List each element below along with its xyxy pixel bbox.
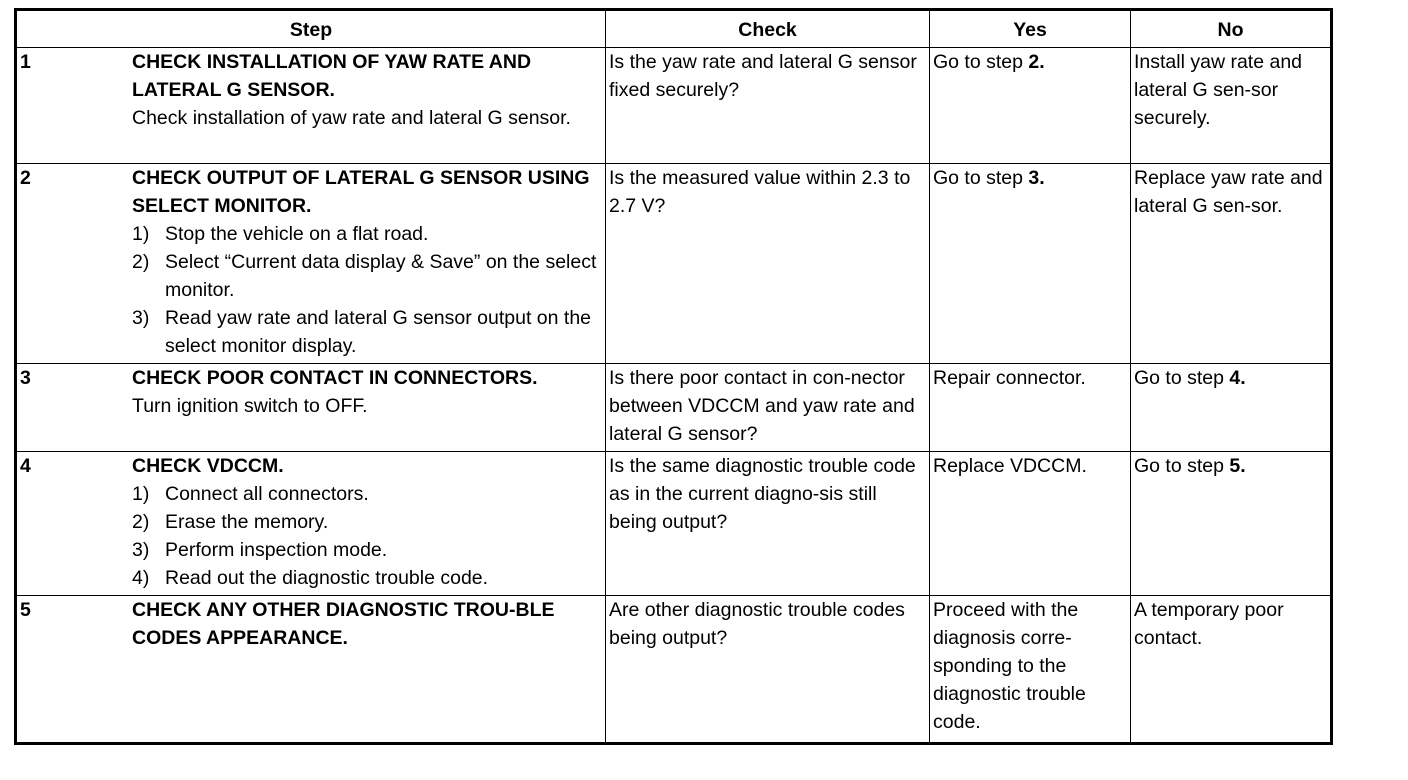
substep-text: Select “Current data display & Save” on the select monitor. (165, 251, 597, 301)
check-text: Are other diagnostic trouble codes being output? (609, 599, 905, 649)
no-cell (1131, 596, 1332, 744)
no-cell (1131, 452, 1332, 596)
check-cell (606, 164, 930, 364)
check-cell (606, 452, 930, 596)
yes-cell (930, 164, 1131, 364)
yes-text: Go to step (933, 167, 1029, 189)
substep-item (132, 304, 603, 360)
table-row (16, 164, 1332, 364)
step-cell (16, 364, 606, 452)
step-description: Turn ignition switch to OFF. (132, 395, 368, 417)
step-cell (16, 596, 606, 744)
check-cell (606, 596, 930, 744)
substep-text: Read yaw rate and lateral G sensor output on the select monitor display. (165, 307, 592, 357)
header-no: No (1131, 10, 1332, 48)
no-cell (1131, 48, 1332, 164)
substep-text: Erase the memory. (165, 511, 329, 533)
check-text: Is the measured value within 2.3 to 2.7 V? (609, 167, 911, 217)
substep-item (132, 248, 603, 304)
step-title: CHECK INSTALLATION OF YAW RATE AND LATERAL G SENSOR. (132, 51, 532, 101)
check-text: Is the yaw rate and lateral G sensor fixed securely? (609, 51, 917, 101)
substep-number: 1) (132, 223, 150, 245)
step-number: 4 (20, 455, 31, 477)
substep-number: 4) (132, 567, 150, 589)
header-row (16, 10, 1332, 48)
step-title: CHECK POOR CONTACT IN CONNECTORS. (132, 367, 538, 389)
substep-number: 2) (132, 511, 150, 533)
substep-item (132, 480, 603, 508)
substep-item (132, 536, 603, 564)
substep-number: 3) (132, 307, 150, 329)
substep-number: 3) (132, 539, 150, 561)
substep-text: Perform inspection mode. (165, 539, 388, 561)
yes-cell (930, 48, 1131, 164)
step-description: Check installation of yaw rate and lateral G sensor. (132, 107, 571, 129)
substep-list (132, 480, 603, 592)
substep-number: 1) (132, 483, 150, 505)
step-number: 3 (20, 367, 31, 389)
step-cell (16, 452, 606, 596)
header-check: Check (606, 10, 930, 48)
step-title: CHECK ANY OTHER DIAGNOSTIC TROU-BLE CODES APPEARANCE. (132, 599, 555, 649)
substep-item (132, 508, 603, 536)
substep-item (132, 220, 603, 248)
step-cell (16, 164, 606, 364)
step-number: 5 (20, 599, 31, 621)
no-step-ref: 4. (1229, 367, 1246, 389)
no-text: A temporary poor contact. (1134, 599, 1284, 649)
no-cell (1131, 364, 1332, 452)
yes-text: Replace VDCCM. (933, 455, 1087, 477)
yes-step-ref: 3. (1028, 167, 1045, 189)
substep-text: Read out the diagnostic trouble code. (165, 567, 489, 589)
table-row (16, 364, 1332, 452)
table-row (16, 48, 1332, 164)
step-title: CHECK VDCCM. (132, 455, 284, 477)
table-row (16, 452, 1332, 596)
step-title: CHECK OUTPUT OF LATERAL G SENSOR USING SELECT MONITOR. (132, 167, 590, 217)
substep-text: Connect all connectors. (165, 483, 369, 505)
no-step-ref: 5. (1229, 455, 1246, 477)
step-cell (16, 48, 606, 164)
substep-list (132, 220, 603, 360)
diagnostic-table (14, 8, 1333, 745)
check-cell (606, 364, 930, 452)
check-cell (606, 48, 930, 164)
substep-number: 2) (132, 251, 150, 273)
yes-cell (930, 364, 1131, 452)
check-text: Is there poor contact in con-nector between VDCCM and yaw rate and lateral G sensor? (609, 367, 915, 445)
header-step: Step (16, 10, 606, 48)
step-number: 2 (20, 167, 31, 189)
no-text: Replace yaw rate and lateral G sen-sor. (1134, 167, 1323, 217)
yes-cell (930, 596, 1131, 744)
yes-cell (930, 452, 1131, 596)
step-number: 1 (20, 51, 31, 73)
no-text: Go to step (1134, 367, 1230, 389)
substep-item (132, 564, 603, 592)
check-text: Is the same diagnostic trouble code as in the current diagno-sis still being output? (609, 455, 916, 533)
yes-text: Repair connector. (933, 367, 1086, 389)
table-row (16, 596, 1332, 744)
substep-text: Stop the vehicle on a flat road. (165, 223, 429, 245)
no-text: Install yaw rate and lateral G sen-sor securely. (1134, 51, 1303, 129)
header-yes: Yes (930, 10, 1131, 48)
yes-text: Go to step (933, 51, 1029, 73)
yes-text: Proceed with the diagnosis corre-sponding to the diagnostic trouble code. (933, 599, 1086, 733)
yes-step-ref: 2. (1028, 51, 1045, 73)
no-text: Go to step (1134, 455, 1230, 477)
page (14, 8, 1330, 745)
no-cell (1131, 164, 1332, 364)
